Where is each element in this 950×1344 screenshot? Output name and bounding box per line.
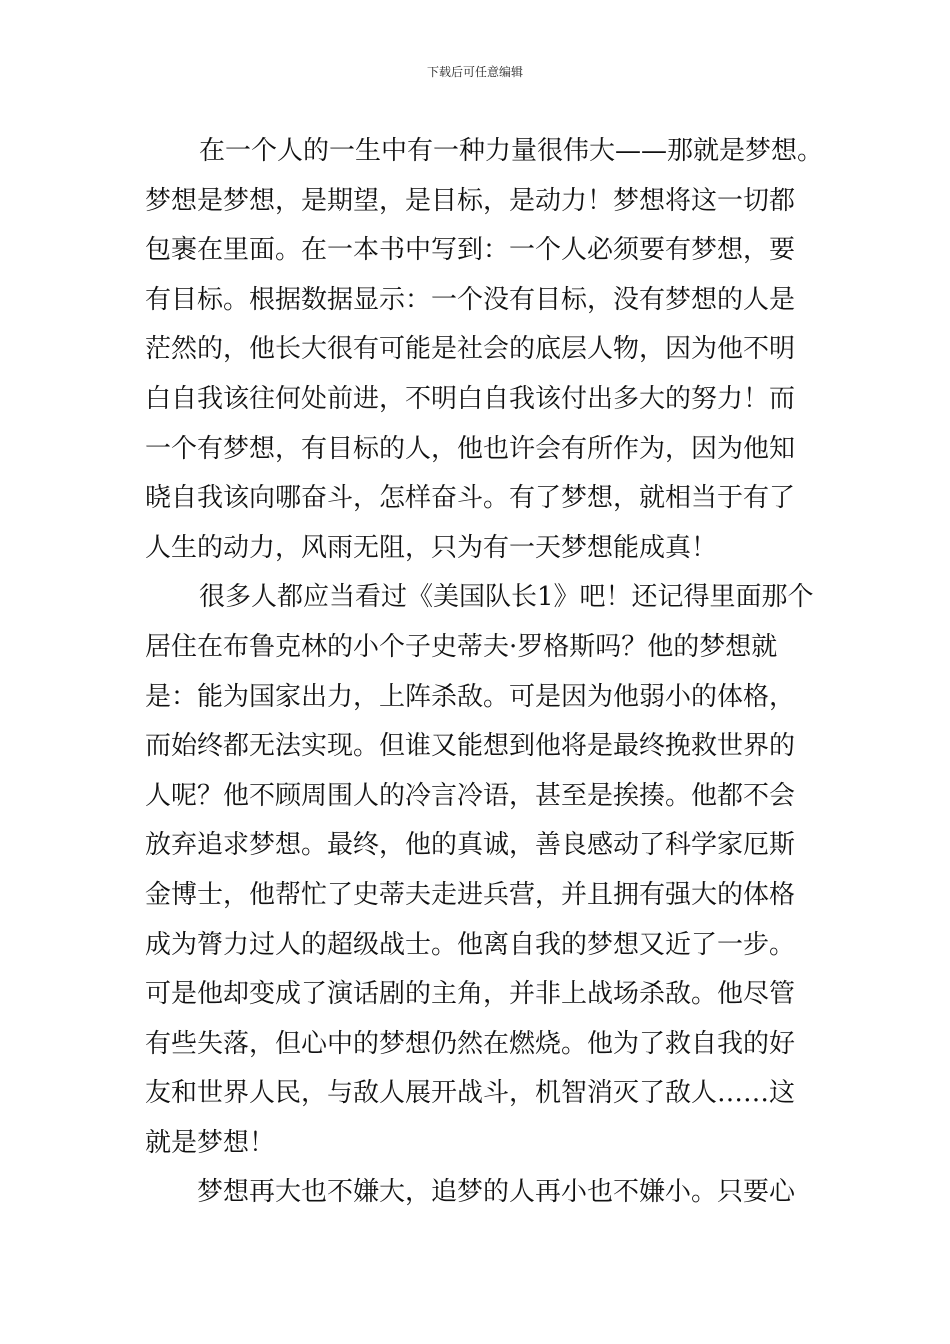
paragraph-2-line-12: 就是梦想！: [145, 1127, 276, 1158]
paragraph-1-line-9: 人生的动力，风雨无阻，只为有一天梦想能成真！: [145, 532, 718, 563]
paragraph-2-line-10: 有些失落，但心中的梦想仍然在燃烧。他为了救自我的好: [145, 1028, 796, 1059]
paragraph-1-line-4: 有目标。根据数据显示：一个没有目标，没有梦想的人是: [145, 284, 796, 315]
paragraph-2-line-4: 而始终都无法实现。但谁又能想到他将是最终挽救世界的: [145, 731, 796, 762]
paragraph-1-line-5: 茫然的，他长大很有可能是社会的底层人物，因为他不明: [145, 334, 796, 365]
paragraph-1-line-7: 一个有梦想，有目标的人，他也许会有所作为，因为他知: [145, 433, 796, 464]
paragraph-1-line-2: 梦想是梦想，是期望，是目标，是动力！梦想将这一切都: [145, 185, 796, 216]
paragraph-3-line-1: 梦想再大也不嫌大，追梦的人再小也不嫌小。只要心: [197, 1177, 796, 1208]
paragraph-1-line-3: 包裹在里面。在一本书中写到：一个人必须要有梦想，要: [145, 235, 796, 266]
paragraph-2-line-8: 成为膂力过人的超级战士。他离自我的梦想又近了一步。: [145, 929, 796, 960]
paragraph-2-line-2: 居住在布鲁克林的小个子史蒂夫·罗格斯吗？他的梦想就: [145, 631, 778, 662]
document-body: [145, 127, 824, 1218]
paragraph-1-line-1: 在一个人的一生中有一种力量很伟大——那就是梦想。: [199, 136, 824, 166]
paragraph-2-line-3: 是：能为国家出力，上阵杀敌。可是因为他弱小的体格，: [145, 681, 796, 712]
page-header: 下载后可任意编辑: [426, 65, 523, 79]
paragraph-2-line-9: 可是他却变成了演话剧的主角，并非上战场杀敌。他尽管: [145, 979, 796, 1010]
paragraph-2-line-1: 很多人都应当看过《美国队长1》吧！还记得里面那个: [199, 582, 814, 613]
paragraph-2-line-6: 放弃追求梦想。最终，他的真诚，善良感动了科学家厄斯: [145, 830, 796, 861]
paragraph-2-line-7: 金博士，他帮忙了史蒂夫走进兵营，并且拥有强大的体格: [145, 879, 796, 910]
paragraph-2-line-11: 友和世界人民，与敌人展开战斗，机智消灭了敌人……这: [145, 1078, 796, 1109]
paragraph-1-line-6: 白自我该往何处前进，不明白自我该付出多大的努力！而: [145, 383, 796, 414]
paragraph-1-line-8: 晓自我该向哪奋斗，怎样奋斗。有了梦想，就相当于有了: [145, 483, 796, 514]
paragraph-2-line-5: 人呢？他不顾周围人的冷言冷语，甚至是挨揍。他都不会: [145, 780, 796, 811]
